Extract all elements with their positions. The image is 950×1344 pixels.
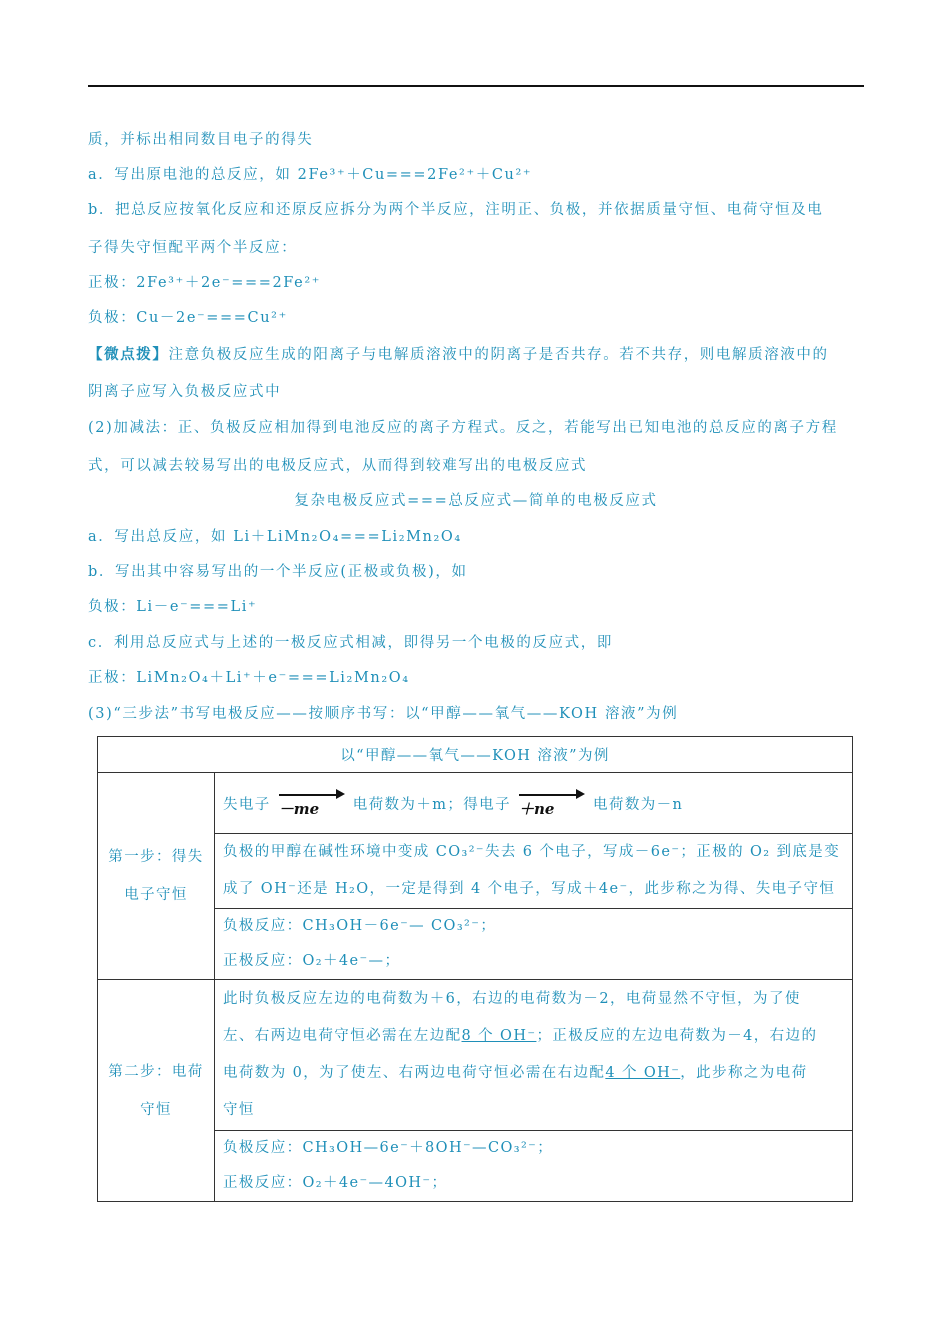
text-line-13: b．写出其中容易写出的一个半反应(正极或负极)，如 [88,564,468,580]
text-line-16: 正极：LiMn₂O₄＋Li⁺＋e⁻===Li₂Mn₂O₄ [88,670,410,686]
text-line-9: (2)加减法：正、负极反应相加得到电池反应的离子方程式。反之，若能写出已知电池的总反应的离子方程 [88,420,838,436]
step2-label: 第二步：电荷守恒 [98,980,215,1202]
text-line-17: (3)“三步法”书写电极反应——按顺序书写：以“甲醇——氧气——KOH 溶液”为例 [88,706,679,722]
three-step-table [97,736,853,1202]
text-line-3: b．把总反应按氧化反应和还原反应拆分为两个半反应，注明正、负极，并依据质量守恒、电荷守恒及电 [88,202,824,218]
left-oh-count: 8 个 OH⁻ [461,1028,537,1044]
step2-desc-cell: 此时负极反应左边的电荷数为＋6，右边的电荷数为－2，电荷显然不守恒，为了使 左、右两边电荷守恒必需在左边配8 个 OH⁻；正极反应的左边电荷数为－4，右边的 电荷数为 0，为了使左、右两边电荷守恒必需在右边配4 个 OH⁻，此步称之为电荷 守恒 [215,980,853,1131]
text-line-14: 负极：Li－e⁻===Li⁺ [88,599,258,615]
step1-desc-cell: 负极的甲醇在碱性环境中变成 CO₃²⁻失去 6 个电子，写成－6e⁻；正极的 O₂ 到底是变 成了 OH⁻还是 H₂O，一定是得到 4 个电子，写成＋4e⁻，此步称之为得、失电子守恒 [215,834,853,909]
lose-electron-arrow: －me [277,791,347,815]
step1-rule-cell: 失电子 －me 电荷数为＋m；得电子 ＋ne 电荷数为－n [215,773,853,834]
step1-label: 第一步：得失电子守恒 [98,773,215,980]
text-line-10: 式，可以减去较易写出的电极反应式，从而得到较难写出的电极反应式 [88,458,588,474]
right-oh-count: 4 个 OH⁻ [605,1065,681,1081]
header-rule [88,85,864,87]
text-line-2: a．写出原电池的总反应，如 2Fe³⁺＋Cu===2Fe²⁺＋Cu²⁺ [88,167,533,183]
text-line-8: 阴离子应写入负极反应式中 [88,384,282,400]
text-line-4: 子得失守恒配平两个半反应： [88,240,298,256]
tip-tag: 【微点拨】 [88,346,169,363]
text-line-12: a．写出总反应，如 Li＋LiMn₂O₄===Li₂Mn₂O₄ [88,529,462,545]
formula-centered: 复杂电极反应式===总反应式—简单的电极反应式 [294,493,658,509]
text-line-5: 正极：2Fe³⁺＋2e⁻===2Fe²⁺ [88,275,321,291]
step1-eq-cell: 负极反应：CH₃OH－6e⁻— CO₃²⁻； 正极反应：O₂＋4e⁻—； [215,909,853,980]
step2-eq-cell: 负极反应：CH₃OH—6e⁻＋8OH⁻—CO₃²⁻； 正极反应：O₂＋4e⁻—4OH⁻； [215,1131,853,1202]
text-line-1: 质，并标出相同数目电子的得失 [88,132,314,148]
tip-line [88,345,864,365]
table-header: 以“甲醇——氧气——KOH 溶液”为例 [98,737,853,773]
tip-text: 注意负极反应生成的阳离子与电解质溶液中的阴离子是否共存。若不共存，则电解质溶液中的 [168,347,829,363]
gain-electron-arrow: ＋ne [517,791,587,815]
text-line-6: 负极：Cu－2e⁻===Cu²⁺ [88,310,288,326]
text-line-15: c．利用总反应式与上述的一极反应式相减，即得另一个电极的反应式，即 [88,635,613,651]
